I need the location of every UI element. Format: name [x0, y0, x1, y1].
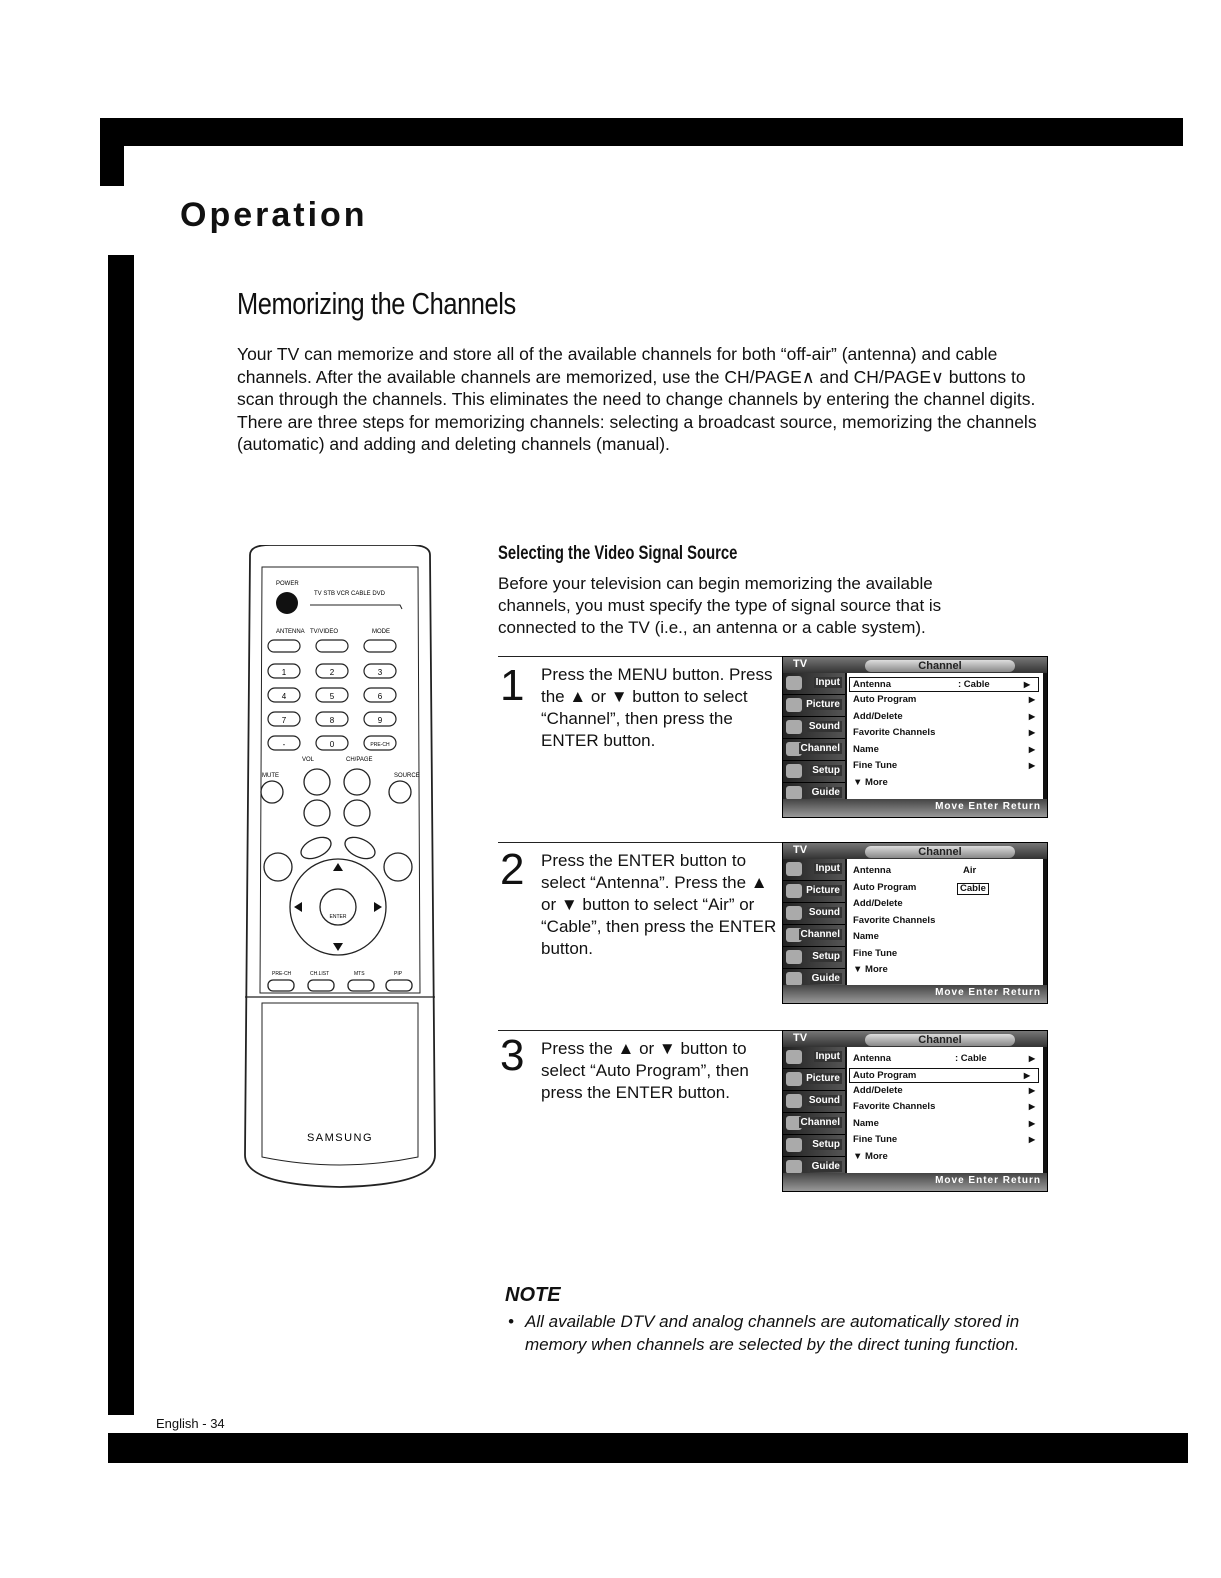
digit-8: 8	[329, 716, 335, 725]
ch-page-label: CH/PAGE	[346, 757, 373, 763]
top-bar-tick	[100, 146, 124, 186]
input-icon	[786, 1050, 802, 1064]
step-number: 3	[500, 1031, 525, 1080]
vol-label: VOL	[302, 757, 315, 763]
step-divider	[498, 656, 783, 657]
side-input: Input	[815, 863, 840, 874]
side-guide: Guide	[811, 787, 840, 798]
bottom-bar	[108, 1433, 1188, 1463]
remote-control-illustration	[240, 545, 440, 1190]
side-channel: Channel	[800, 1117, 840, 1128]
screen-tv-label: TV	[793, 844, 808, 856]
screen-nav: Move Enter Return	[935, 801, 1041, 812]
screen-title: Channel	[865, 846, 1015, 858]
menu-row: Add/Delete ▶	[853, 710, 1035, 722]
screen-tv-label: TV	[793, 658, 808, 670]
note-title: NOTE	[505, 1284, 561, 1306]
side-sound: Sound	[808, 1095, 840, 1106]
step-divider	[498, 1030, 783, 1031]
sound-icon	[786, 720, 802, 734]
side-input: Input	[815, 1051, 840, 1062]
menu-row: Auto Program Cable	[847, 880, 1043, 897]
mts-label: MTS	[354, 971, 365, 977]
menu-row: Name ▶	[853, 743, 1035, 755]
digit-prech: PRE-CH	[370, 742, 390, 748]
side-input: Input	[815, 677, 840, 688]
tv-menu-screen	[782, 1030, 1048, 1192]
menu-row: ▼ More	[853, 964, 888, 975]
menu-row: Name	[853, 931, 879, 942]
input-icon	[786, 676, 802, 690]
side-picture: Picture	[806, 1073, 840, 1084]
side-sound: Sound	[808, 907, 840, 918]
sound-icon	[786, 906, 802, 920]
menu-row: Fine Tune	[853, 947, 898, 959]
menu-row: Add/Delete ▶	[853, 1084, 1035, 1096]
power-icon	[276, 592, 298, 614]
menu-row: Favorite Channels	[853, 914, 936, 926]
page-footer: English - 34	[156, 1416, 225, 1431]
side-setup: Setup	[812, 951, 840, 962]
picture-icon	[786, 698, 802, 712]
digit-3: 3	[377, 668, 383, 677]
digit-9: 9	[377, 716, 383, 725]
tv-menu-screen	[782, 842, 1048, 1004]
menu-row: Favorite Channels ▶	[853, 1101, 1035, 1112]
section-title: Operation	[180, 196, 368, 234]
input-icon	[786, 862, 802, 876]
menu-row: Name ▶	[853, 1117, 1035, 1129]
step-number: 1	[500, 661, 525, 710]
intro-paragraph: Your TV can memorize and store all of the available channels for both “off-air” (antenna) and cable channels. After the available channels are memorized, use the CH/PAGE∧ and CH/PAGE∨ buttons to scan through the channels. This eliminates the need to change channels by entering the channel digits. There are three steps for memorizing channels: selecting a broadcast source, memorizing the channels (automatic) and adding and deleting channels (manual).	[237, 344, 1037, 454]
digit-1: 1	[281, 668, 287, 677]
side-guide: Guide	[811, 1161, 840, 1172]
side-sound: Sound	[808, 721, 840, 732]
menu-row: Fine Tune ▶	[853, 1134, 1035, 1145]
guide-icon	[786, 972, 802, 986]
picture-icon	[786, 1072, 802, 1086]
picture-icon	[786, 884, 802, 898]
menu-row: Add/Delete	[853, 898, 903, 909]
digit-4: 4	[281, 692, 287, 701]
screen-tv-label: TV	[793, 1032, 808, 1044]
step-divider	[498, 842, 783, 843]
screen-title: Channel	[865, 1034, 1015, 1046]
side-setup: Setup	[812, 765, 840, 776]
antenna-label: ANTENNA	[276, 629, 305, 635]
menu-row: Antenna Air	[853, 865, 977, 876]
step-text: Press the ▲ or ▼ button to select “Auto Program”, then press the ENTER button.	[541, 1039, 749, 1102]
side-channel: Channel	[800, 929, 840, 940]
power-label: POWER	[276, 581, 299, 587]
subsection-title: Selecting the Video Signal Source	[498, 543, 738, 564]
side-bar	[108, 255, 134, 1415]
digit-0: 0	[329, 740, 335, 749]
menu-row: Antenna : Cable ▶	[849, 677, 1039, 692]
side-setup: Setup	[812, 1139, 840, 1150]
mute-label: MUTE	[262, 773, 279, 779]
chlist-label: CH.LIST	[310, 971, 330, 977]
source-label: SOURCE	[394, 773, 420, 779]
setup-icon	[786, 950, 802, 964]
screen-title: Channel	[865, 660, 1015, 672]
menu-row: ▼ More	[853, 776, 888, 788]
enter-label: ENTER	[329, 914, 347, 920]
step-text: Press the MENU button. Press the ▲ or ▼ button to select “Channel”, then press the ENTER button.	[541, 665, 773, 750]
side-picture: Picture	[806, 885, 840, 896]
menu-row: ▼ More	[853, 1150, 888, 1162]
digit-dash: -	[282, 740, 286, 749]
step-text: Press the ENTER button to select “Antenna”. Press the ▲ or ▼ button to select “Air” or “Cable”, then press the ENTER button.	[541, 851, 777, 958]
guide-icon	[786, 1160, 802, 1174]
mode-label: MODE	[372, 629, 390, 635]
note-text: All available DTV and analog channels are automatically stored in memory when channels are selected by the direct tuning function.	[525, 1312, 1020, 1354]
menu-row: Auto Program ▶	[853, 694, 1035, 705]
side-channel: Channel	[800, 743, 840, 754]
side-picture: Picture	[806, 699, 840, 710]
menu-row: Favorite Channels ▶	[853, 727, 1035, 738]
page-heading: Memorizing the Channels	[237, 286, 516, 321]
tv-menu-screen	[782, 656, 1048, 818]
setup-icon	[786, 1138, 802, 1152]
top-bar	[100, 118, 1183, 146]
subsection-text: Before your television can begin memorizing the available channels, you must specify the type of signal source that is connected to the TV (i.e., an antenna or a cable system).	[498, 574, 942, 637]
guide-icon	[786, 786, 802, 800]
screen-nav: Move Enter Return	[935, 987, 1041, 998]
mode-labels: TV STB VCR CABLE DVD	[314, 591, 386, 597]
digit-6: 6	[377, 692, 383, 701]
prech-label: PRE-CH	[272, 971, 292, 977]
pip-label: PIP	[394, 971, 403, 977]
digit-2: 2	[329, 668, 335, 677]
brand-logo: SAMSUNG	[306, 1132, 374, 1144]
note-bullet: •	[508, 1312, 514, 1331]
menu-row: Auto Program ▶	[849, 1068, 1039, 1083]
digit-7: 7	[281, 716, 287, 725]
step-number: 2	[500, 845, 525, 894]
digit-5: 5	[329, 692, 335, 701]
tv-video-label: TV/VIDEO	[310, 629, 339, 635]
menu-row: Fine Tune ▶	[853, 760, 1035, 771]
side-guide: Guide	[811, 973, 840, 984]
note-item	[508, 1310, 1068, 1356]
setup-icon	[786, 764, 802, 778]
menu-row: Antenna : Cable ▶	[853, 1053, 1035, 1064]
sound-icon	[786, 1094, 802, 1108]
screen-nav: Move Enter Return	[935, 1175, 1041, 1186]
